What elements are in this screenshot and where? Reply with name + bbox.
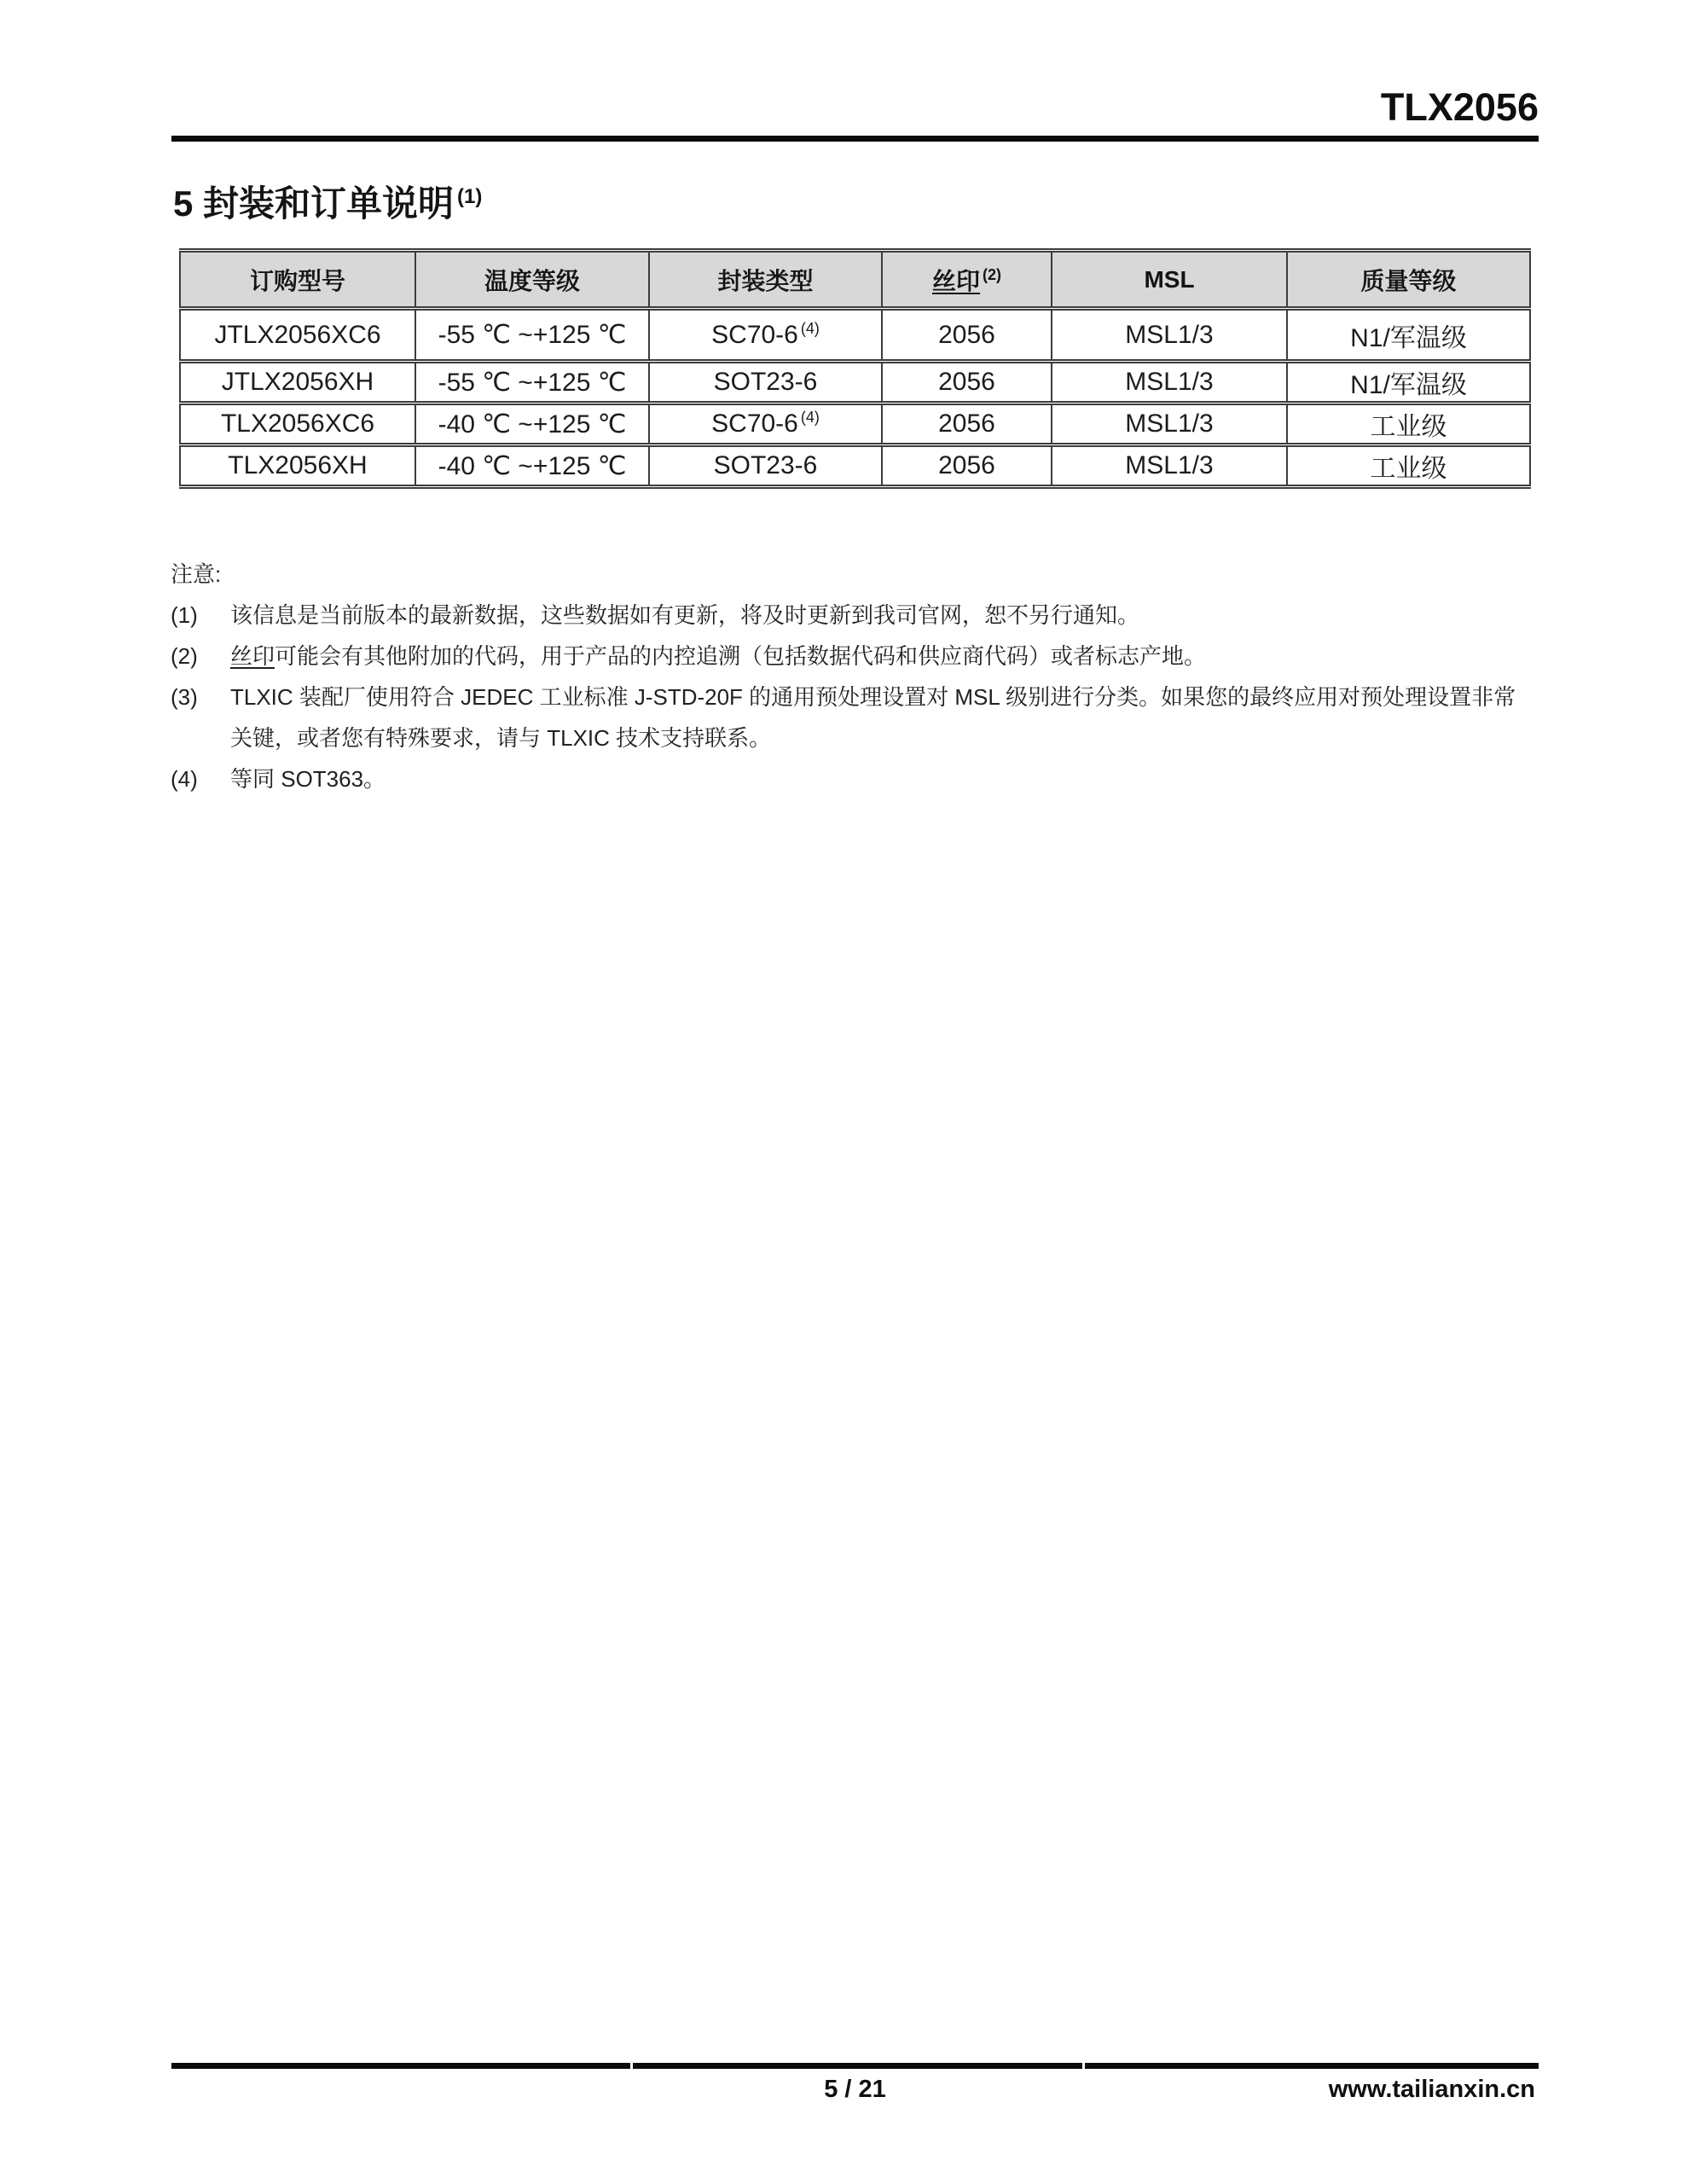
- column-header-label: MSL: [1144, 265, 1195, 293]
- cell-text: MSL1/3: [1125, 410, 1214, 438]
- page-number: 5 / 21: [824, 2076, 886, 2103]
- table-row: [180, 404, 1530, 445]
- column-header-part-number: [180, 251, 415, 309]
- superscript-note-ref: (2): [983, 266, 1001, 284]
- section-title-text: 5 封装和订单说明: [173, 183, 455, 224]
- cell-part: [180, 309, 415, 362]
- cell-marking: [882, 404, 1052, 445]
- cell-text: 2056: [938, 368, 995, 396]
- cell-grade: [1287, 404, 1530, 445]
- cell-grade: [1287, 445, 1530, 487]
- cell-part: [180, 445, 415, 487]
- cell-msl: [1052, 445, 1287, 487]
- cell-pkg: [649, 445, 882, 487]
- note-text: [230, 636, 1535, 677]
- cell-text: MSL1/3: [1125, 368, 1214, 396]
- cell-text: N1/军温级: [1350, 371, 1467, 399]
- cell-pkg: [649, 309, 882, 362]
- superscript-note-ref: (4): [800, 319, 820, 337]
- cell-marking: [882, 309, 1052, 362]
- table-row: [180, 362, 1530, 404]
- footer-rule-gap: [630, 2063, 633, 2069]
- cell-text: -55 ℃ ~+125 ℃: [438, 368, 627, 397]
- cell-text: JTLX2056XC6: [214, 320, 381, 349]
- cell-text: 2056: [938, 451, 995, 479]
- note-text: 等同 SOT363。: [230, 766, 386, 792]
- cell-temp: [415, 445, 649, 487]
- cell-text: SOT23-6: [713, 451, 818, 479]
- cell-temp: [415, 404, 649, 445]
- section-title: [173, 182, 1535, 226]
- cell-pkg: [649, 404, 882, 445]
- cell-text: JTLX2056XH: [221, 368, 374, 396]
- column-header-quality-grade: [1287, 251, 1530, 309]
- document-title: TLX2056: [1380, 85, 1539, 129]
- cell-part: [180, 362, 415, 404]
- cell-text: -40 ℃ ~+125 ℃: [438, 451, 627, 480]
- notes-section: [171, 554, 1535, 799]
- notes-heading: 注意:: [171, 561, 222, 587]
- cell-msl: [1052, 404, 1287, 445]
- cell-msl: [1052, 362, 1287, 404]
- note-item: [171, 677, 1535, 758]
- table-row: [180, 445, 1530, 487]
- note-underlined-term: 丝印: [230, 643, 275, 669]
- note-text-rest: 可能会有其他附加的代码，用于产品的内控追溯（包括数据代码和供应商代码）或者标志产地。: [275, 643, 1207, 669]
- column-header-marking: [882, 251, 1052, 309]
- column-header-label: 丝印: [931, 267, 980, 294]
- cell-marking: [882, 445, 1052, 487]
- cell-text: 2056: [938, 410, 995, 438]
- ordering-info-table: [179, 248, 1531, 489]
- note-number: (2): [171, 643, 198, 669]
- note-text: 该信息是当前版本的最新数据，这些数据如有更新，将及时更新到我司官网，恕不另行通知。: [230, 602, 1140, 628]
- column-header-label: 温度等级: [484, 267, 580, 294]
- cell-text: 2056: [938, 320, 995, 349]
- header-rule: [171, 136, 1539, 142]
- note-number: (1): [171, 602, 198, 628]
- cell-text: 工业级: [1370, 413, 1447, 441]
- order-table-body: [180, 309, 1530, 487]
- column-header-label: 订购型号: [249, 267, 345, 294]
- footer-rule-gap: [1082, 2063, 1085, 2069]
- cell-grade: [1287, 362, 1530, 404]
- note-text: TLXIC 装配厂使用符合 JEDEC 工业标准 J-STD-20F 的通用预处理设置对 MSL 级别进行分类。如果您的最终应用对预处理设置非常关键，或者您有特殊要求，请与 TLXIC 技术支持联系。: [230, 684, 1516, 751]
- cell-grade: [1287, 309, 1530, 362]
- cell-text: 工业级: [1370, 455, 1447, 483]
- column-header-label: 质量等级: [1360, 267, 1457, 294]
- note-number: (3): [171, 684, 198, 710]
- cell-msl: [1052, 309, 1287, 362]
- cell-text: SOT23-6: [713, 368, 818, 396]
- column-header-msl: [1052, 251, 1287, 309]
- website-link[interactable]: www.tailianxin.cn: [1328, 2076, 1535, 2103]
- cell-temp: [415, 362, 649, 404]
- cell-marking: [882, 362, 1052, 404]
- cell-part: [180, 404, 415, 445]
- cell-text: MSL1/3: [1125, 451, 1214, 479]
- cell-text: N1/军温级: [1350, 323, 1467, 352]
- note-item: [171, 636, 1535, 677]
- table-row: [180, 309, 1530, 362]
- cell-pkg: [649, 362, 882, 404]
- column-header-temperature-grade: [415, 251, 649, 309]
- footer-rule: [171, 2063, 1539, 2069]
- page-content: [171, 182, 1535, 799]
- notes-list: [171, 595, 1535, 799]
- note-number: (4): [171, 766, 198, 792]
- cell-text: TLX2056XC6: [220, 410, 375, 438]
- cell-text: SC70-6: [711, 320, 798, 349]
- cell-text: TLX2056XH: [228, 451, 368, 479]
- cell-text: -55 ℃ ~+125 ℃: [438, 321, 627, 349]
- cell-text: -40 ℃ ~+125 ℃: [438, 410, 627, 439]
- section-title-note-ref: (1): [457, 185, 483, 208]
- column-header-label: 封装类型: [717, 267, 814, 294]
- superscript-note-ref: (4): [800, 409, 820, 426]
- cell-text: SC70-6: [711, 410, 798, 438]
- column-header-package-type: [649, 251, 882, 309]
- cell-temp: [415, 309, 649, 362]
- cell-text: MSL1/3: [1125, 320, 1214, 349]
- table-header-row: [180, 251, 1530, 309]
- note-item: [171, 758, 1535, 799]
- note-item: [171, 595, 1535, 636]
